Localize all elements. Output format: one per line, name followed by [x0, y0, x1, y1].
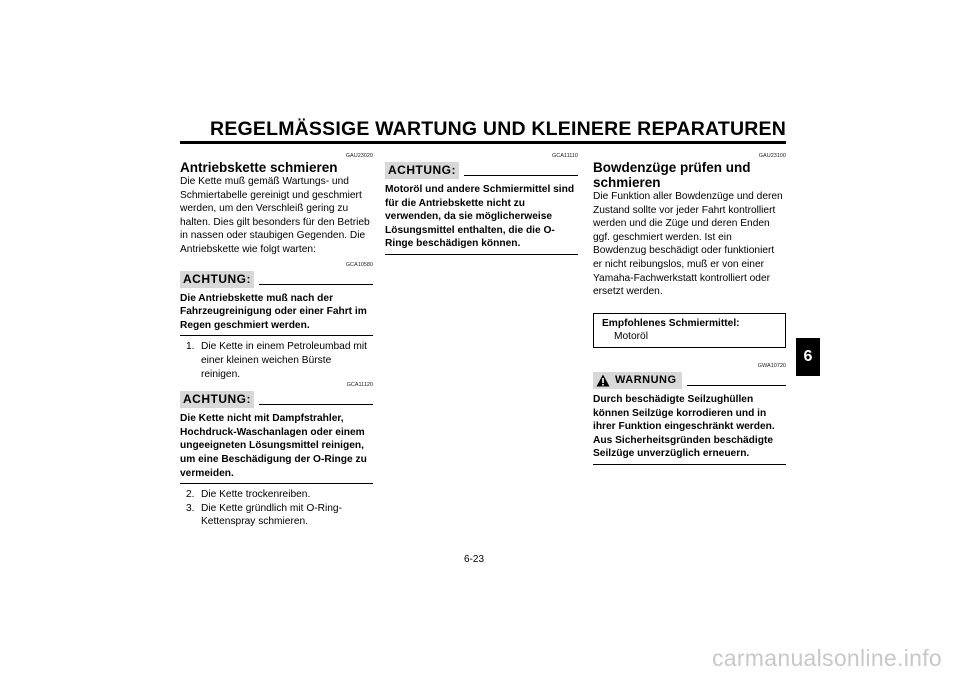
section-code: GAU23020	[345, 153, 373, 159]
warning-text: Durch beschädigte Seilzughüllen können Seilzüge korrodieren und in ihrer Funktion eingeschränkt werden. Aus Sicherheitsgründen beschädigte Seilzüge unverzüglich erneuern.	[593, 393, 786, 465]
notice-code: GCA10580	[345, 261, 373, 268]
achtung-label: ACHTUNG:	[385, 162, 459, 179]
warning-badge	[593, 372, 682, 389]
page-title: REGELMÄSSIGE WARTUNG UND KLEINERE REPARATUREN	[210, 118, 786, 140]
step-number: 3.	[186, 502, 195, 514]
step-item	[186, 488, 373, 502]
section-code: GAU23100	[758, 153, 786, 159]
warning-rule	[687, 385, 786, 386]
notice-text: Die Antriebskette muß nach der Fahrzeugreinigung oder einer Fahrt im Regen geschmiert werden.	[180, 292, 373, 337]
notice-rule	[259, 284, 373, 285]
step-item	[186, 340, 373, 381]
step-text: Die Kette trockenreiben.	[201, 489, 311, 501]
section-paragraph: Die Kette muß gemäß Wartungs- und Schmiertabelle gereinigt und geschmiert werden, um den Verschleiß gering zu halten. Dies gilt besonders für den Betrieb in nassen oder staubigen Gegenden. Die Antriebskette wie folgt warten:	[180, 176, 370, 255]
section-heading: Bowdenzüge prüfen und schmieren	[593, 160, 751, 190]
section-paragraph: Die Funktion aller Bowdenzüge und deren Zustand sollte vor jeder Fahrt kontrolliert werden und die Züge und deren Enden ggf. geschmiert werden. Ist ein Bowdenzug beschädigt oder funktioniert er nicht reibungslos, muß er von einer Yamaha-Fachwerkstatt kontrolliert oder ersetzt werden.	[593, 191, 783, 298]
notice-code: GCA11120	[346, 382, 373, 389]
warning-triangle-icon	[596, 374, 610, 387]
step-item	[186, 502, 373, 529]
notice-text: Motoröl und andere Schmiermittel sind für die Antriebskette nicht zu verwenden, da sie möglicherweise Lösungsmittel enthalten, die die O-Ringe beschädigen können.	[385, 183, 578, 255]
achtung-label: ACHTUNG:	[180, 271, 254, 288]
lubricant-label: Empfohlenes Schmiermittel:	[602, 317, 740, 329]
page-number: 6-23	[464, 554, 485, 565]
lubricant-value: Motoröl	[614, 331, 648, 343]
section-heading: Antriebskette schmieren	[180, 160, 338, 175]
chapter-tab: 6	[796, 338, 820, 376]
notice-header	[180, 271, 373, 288]
column-1	[180, 152, 373, 529]
notice-rule	[259, 404, 373, 405]
step-text: Die Kette gründlich mit O-Ring-Kettenspray schmieren.	[201, 502, 342, 528]
step-number: 1.	[186, 341, 195, 353]
achtung-label: ACHTUNG:	[180, 391, 254, 408]
notice-header	[180, 391, 373, 408]
watermark: carmanualsonline.info	[711, 645, 942, 671]
notice-header	[385, 162, 578, 179]
title-rule	[180, 141, 786, 144]
column-3	[593, 152, 786, 465]
notice-rule	[464, 175, 578, 176]
notice-text: Die Kette nicht mit Dampfstrahler, Hochdruck-Waschanlagen oder einem ungeeigneten Lösungsmittel reinigen, um eine Beschädigung der O-Ringe zu vermeiden.	[180, 412, 373, 484]
lubricant-box	[593, 313, 786, 348]
notice-code: GCA11110	[552, 153, 578, 159]
step-text: Die Kette in einem Petroleumbad mit einer kleinen weichen Bürste reinigen.	[201, 341, 367, 380]
warning-header	[593, 372, 786, 389]
warning-label: WARNUNG	[615, 373, 677, 386]
column-2	[385, 152, 578, 255]
warning-code: GWA10720	[757, 362, 786, 369]
step-number: 2.	[186, 489, 195, 501]
